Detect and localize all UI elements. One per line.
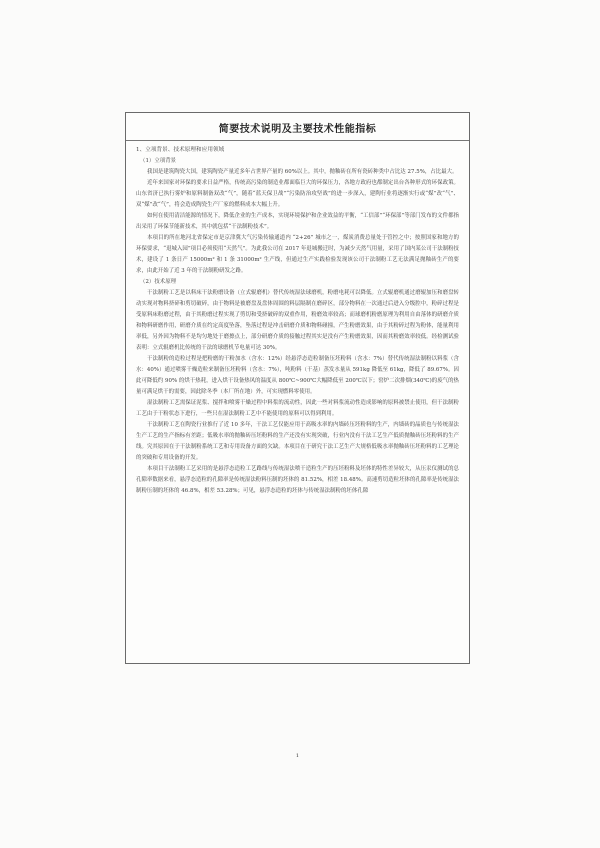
document-title: 简要技术说明及主要技术性能指标 [126,113,469,141]
document-body [126,141,469,497]
body-paragraph: 干法制粉工艺在陶瓷行业推行了近 10 多年，干法工艺仅能应用于高吸水率的内墙砖压坯粉料的生产，内墙砖的晶质也与传统湿法生产工艺的生产指标有差距；低吸水率的抛釉砖压坯粉料的生产还没有实现突破，行业内没有干法工艺生产低质抛釉砖压坯粉料的生产线。究其原因在于干法制粉系统工艺和专用设备方面的欠缺。本项目在于研究干法工艺生产大规格低吸水率抛釉砖压坯粉料的工艺理论的突破和专用设备的开发。 [136,422,459,461]
section-heading: （1）立项背景 [140,158,177,164]
body-paragraph: 干法制粉的造粒过程是把粉磨的干粉加水（含水：12%）经悬浮态造粒制备压坯粉料（含水：7%）替代传统湿法制粉以料浆（含水：40%）通过喷雾干燥造粒来制备压坯粉料（含水：7%），吨粉料（干基）蒸发水量从 591kg 降低至 61kg，降低了 89.67%。因此可降低约 90% 的烘干热耗，进入烘干设备热风的温度从 800℃~900℃大幅降低至 200℃以下；窑炉二次排烟(340℃)的废气的热量可满足烘干的需要，因此除冬季（本厂所在地）外，可实现燃料零使用。 [136,356,459,395]
body-paragraph: 湿法制粉工艺需保证泥浆、搅拌和喷雾干燥过程中料浆的流动性，因此一些对料浆流动性造成影响的原料被禁止使用，但干法制粉工艺由于干粉状态下进行，一些只在湿法制粉工艺中不能使用的原料可以得到利用。 [136,400,459,417]
page-number: 1 [295,753,300,759]
section-heading: （2）技术原理 [140,279,177,285]
body-paragraph: 如何在使用清洁能源的情况下，降低企业的生产成本，实现环境保护和企业效益的平衡，“工信部”“环保部”等部门发布的文件都指出采用了环保节能新技术，其中就包括“干法制粉技术”。 [136,213,459,230]
body-paragraph: 我国是建筑陶瓷大国，建筑陶瓷产量近多年占世界产量的 60%以上。其中，抛釉砖在所有瓷砖种类中占比达 27.5%，占比最大。 [147,169,458,175]
body-paragraph: 近年来国家对环保的要求日益严格，传统高污染的制造业都面临巨大的环保压力，各地方政府也都制定出台各种形式的环保政策。山东省济已执行雾炉和原料制备双改“气”，随着“蓝天保卫战”“污染防治攻坚战”的进一步深入，建陶行业将逐渐实行或“煤”改“气”、双“煤”改“气”，将会造成陶瓷生产厂家的燃料成本大幅上升。 [136,180,459,208]
body-paragraph: 本项目干法制粉工艺采用的是悬浮态造粒工艺路线与传统湿法喷干造粒生产的压坯粉料及坯体的特性差异较大，从压汞仪测试的总孔隙率数据来看，悬浮态造粒的孔隙率是传统湿法粉料压制的坯体的 81.52%，相差 18.48%。高速剪切造粒坯体的孔隙率是传统湿法制粉压制的坯体的 46.8%，相差 53.28%；可见，悬浮态造粒的坯体与传统湿法制粉的坯体孔隙 [136,466,459,494]
body-paragraph: 干法制粉工艺是以料床干法粉磨设备（立式辊磨机）替代传统湿法球磨机，粉磨电耗可以降低。立式辊磨机通过磨辊加压和磨盘转动实现对物料挤碎和剪切破碎，由于物料是被磨盘及盘体周围的料层隔制在磨碎区，部分物料在一次通过后进入分级腔中，粉碎过程是受原料床粉磨过程，由于其粉磨过程实现了剪切和受挤破碎的双重作用，粉磨效率较高；而球磨机粉磨原理为利用自由落体的研磨介质和物料研磨作用，研磨介质在约定高度坠落，坠落过程是冲击研磨介质和物料碰撞，产生粉磨效果，由于其粉碎过程为粉体，能量利用率低，另外因为物料不是均匀地处于磨擦点上，部分研磨介质的接触过程其实是没有产生粉磨效果，因而其粉磨效率较低。经检测试验表明：立式辊磨机比传统的干法的球磨机节电量可达 30%。 [136,290,459,351]
section-heading: 1、立项背景、技术原理和应用领域 [136,147,225,153]
document-frame [125,112,470,759]
body-paragraph: 本项目的所在地河北省保定市是京津冀大气污染传输通道内 “2+26” 城市之一，煤炭消费总量处于管控之中；按照国家和地方的环保要求，“退城入园”项目必须使用“天然气”。为此我公司在 2017 年退城搬迁时，为减少天然气用量，采用了国内某公司干法制粉技术，建设了 1 条日产 15000m² 和 1 条 31000m² 生产线，但通过生产实践检验发现该公司干法制粉工艺无法满足抛釉砖生产的要求，由此开始了近 3 年的干法制粉研发之路。 [136,235,459,274]
